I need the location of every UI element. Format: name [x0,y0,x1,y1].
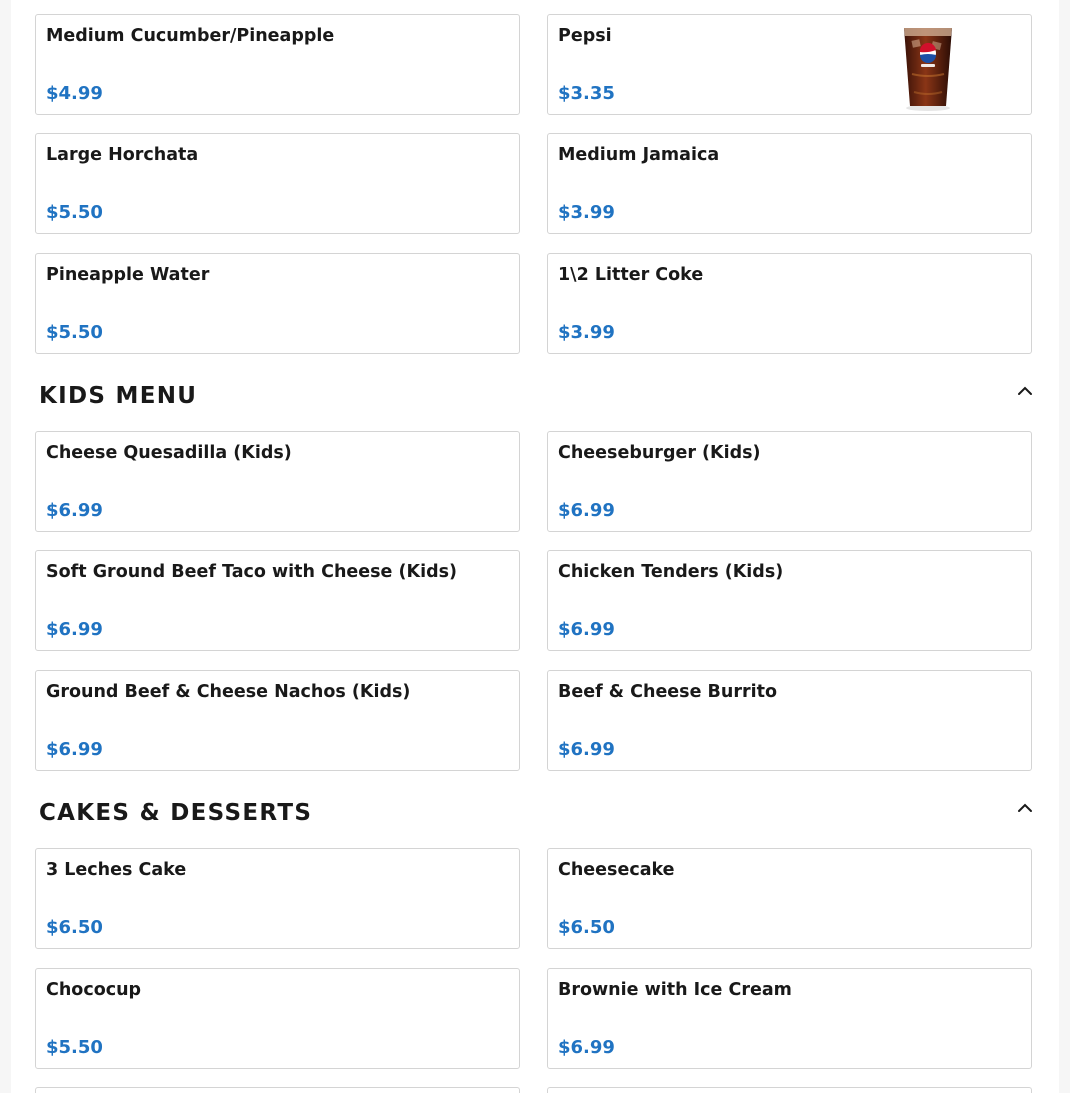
item-name: Ground Beef & Cheese Nachos (Kids) [46,682,411,702]
item-name: Beef & Cheese Burrito [558,682,777,702]
item-price: $6.99 [46,619,103,640]
menu-item-card[interactable] [35,1087,520,1093]
menu-item-card[interactable] [35,968,520,1069]
menu-item-card[interactable] [547,1087,1032,1093]
menu-item-card[interactable] [547,968,1032,1069]
item-price: $6.99 [46,500,103,521]
menu-item-card[interactable] [547,133,1032,234]
item-price: $5.50 [46,202,103,223]
item-name: 3 Leches Cake [46,860,187,880]
item-name: Soft Ground Beef Taco with Cheese (Kids) [46,562,458,582]
menu-item-card[interactable] [547,848,1032,949]
item-name: Medium Cucumber/Pineapple [46,26,335,46]
item-price: $6.50 [46,917,103,938]
item-price: $6.99 [558,1037,615,1058]
item-name: Medium Jamaica [558,145,720,165]
item-name: Chococup [46,980,142,1000]
menu-item-card[interactable] [547,670,1032,771]
item-name: Chicken Tenders (Kids) [558,562,784,582]
item-name: Cheeseburger (Kids) [558,443,761,463]
item-price: $6.99 [46,739,103,760]
section-title-kids-menu: KIDS MENU [39,383,198,409]
menu-item-card[interactable] [35,848,520,949]
chevron-up-icon[interactable] [1015,797,1035,817]
item-name: Pineapple Water [46,265,210,285]
menu-item-card[interactable] [547,431,1032,532]
menu-item-card[interactable] [35,550,520,651]
menu-item-card[interactable] [35,133,520,234]
menu-item-card[interactable] [35,670,520,771]
item-price: $6.99 [558,739,615,760]
item-price: $3.35 [558,83,615,104]
chevron-up-icon[interactable] [1015,380,1035,400]
item-name: Pepsi [558,26,612,46]
menu-item-card[interactable] [547,550,1032,651]
item-price: $6.99 [558,500,615,521]
item-name: Cheesecake [558,860,675,880]
item-name: Cheese Quesadilla (Kids) [46,443,292,463]
item-name: Large Horchata [46,145,199,165]
section-title-cakes-desserts: CAKES & DESSERTS [39,800,313,826]
pepsi-cup-image [892,22,962,112]
item-name: 1\2 Litter Coke [558,265,704,285]
item-price: $6.99 [558,619,615,640]
menu-item-card[interactable] [35,253,520,354]
item-price: $6.50 [558,917,615,938]
item-price: $3.99 [558,322,615,343]
item-price: $5.50 [46,322,103,343]
item-price: $4.99 [46,83,103,104]
menu-item-card[interactable] [547,253,1032,354]
menu-item-card[interactable] [35,14,520,115]
item-name: Brownie with Ice Cream [558,980,792,1000]
menu-item-card[interactable] [547,14,1032,115]
item-price: $5.50 [46,1037,103,1058]
menu-page [11,0,1059,1093]
menu-item-card[interactable] [35,431,520,532]
item-price: $3.99 [558,202,615,223]
